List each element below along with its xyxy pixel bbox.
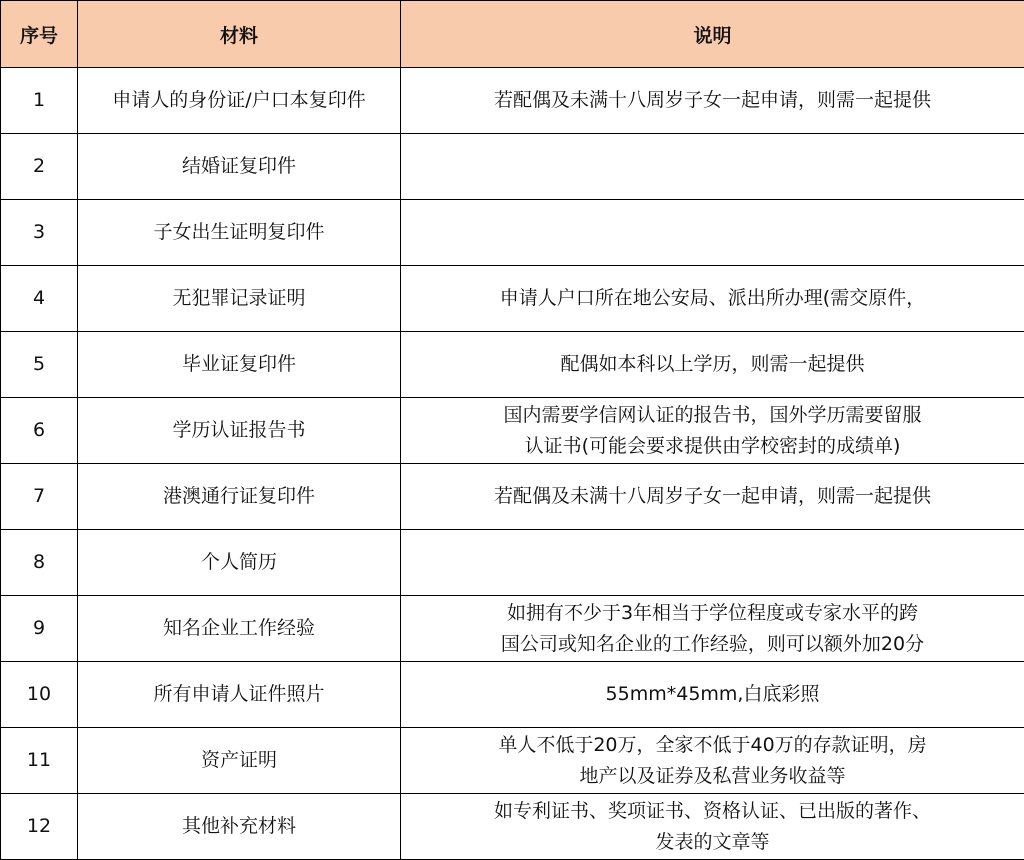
description-text: 如专利证书、奖项证书、资格认证、已出版的著作、 发表的文章等: [494, 800, 931, 853]
material-cell: 所有申请人证件照片: [78, 662, 401, 728]
row-number: 12: [1, 794, 78, 860]
row-number: 7: [1, 464, 78, 530]
header-material: 材料: [78, 1, 401, 68]
header-description: 说明: [401, 1, 1024, 68]
description-text: 若配偶及未满十八周岁子女一起申请，则需一起提供: [494, 485, 931, 507]
row-number: 9: [1, 596, 78, 662]
material-cell: 毕业证复印件: [78, 332, 401, 398]
table-row: [1, 728, 1024, 794]
row-number: 4: [1, 266, 78, 332]
description-cell: [401, 464, 1024, 530]
table-row: [1, 596, 1024, 662]
table-row: [1, 134, 1024, 200]
material-cell: 学历认证报告书: [78, 398, 401, 464]
material-cell: 个人简历: [78, 530, 401, 596]
description-cell: [401, 200, 1024, 266]
description-cell: [401, 398, 1024, 464]
table-row: [1, 530, 1024, 596]
material-cell: 无犯罪记录证明: [78, 266, 401, 332]
description-cell: [401, 794, 1024, 860]
row-number: 10: [1, 662, 78, 728]
row-number: 11: [1, 728, 78, 794]
description-text: 国内需要学信网认证的报告书，国外学历需要留服 认证书(可能会要求提供由学校密封的成绩单): [503, 404, 921, 457]
description-text: 单人不低于20万，全家不低于40万的存款证明，房 地产以及证券及私营业务收益等: [498, 734, 926, 787]
row-number: 1: [1, 68, 78, 134]
description-text: 申请人户口所在地公安局、派出所办理(需交原件，: [500, 287, 925, 309]
row-number: 2: [1, 134, 78, 200]
description-cell: [401, 662, 1024, 728]
row-number: 8: [1, 530, 78, 596]
table-row: [1, 794, 1024, 860]
description-cell: [401, 134, 1024, 200]
row-number: 3: [1, 200, 78, 266]
description-text: 配偶如本科以上学历，则需一起提供: [560, 353, 864, 375]
row-number: 6: [1, 398, 78, 464]
material-cell: 港澳通行证复印件: [78, 464, 401, 530]
description-text: 55mm*45mm,白底彩照: [606, 683, 820, 705]
material-cell: 子女出生证明复印件: [78, 200, 401, 266]
description-cell: [401, 530, 1024, 596]
material-cell: 结婚证复印件: [78, 134, 401, 200]
table-row: [1, 332, 1024, 398]
description-cell: [401, 596, 1024, 662]
description-text: 如拥有不少于3年相当于学位程度或专家水平的跨 国公司或知名企业的工作经验，则可以额外加20分: [501, 602, 924, 655]
description-cell: [401, 266, 1024, 332]
table-row: [1, 398, 1024, 464]
table-row: [1, 662, 1024, 728]
description-cell: [401, 728, 1024, 794]
table-row: [1, 266, 1024, 332]
description-cell: [401, 68, 1024, 134]
material-cell: 申请人的身份证/户口本复印件: [78, 68, 401, 134]
material-cell: 其他补充材料: [78, 794, 401, 860]
table-row: [1, 464, 1024, 530]
description-cell: [401, 332, 1024, 398]
header-no: 序号: [1, 1, 78, 68]
table-row: [1, 200, 1024, 266]
material-cell: 资产证明: [78, 728, 401, 794]
description-text: 若配偶及未满十八周岁子女一起申请，则需一起提供: [494, 89, 931, 111]
material-cell: 知名企业工作经验: [78, 596, 401, 662]
row-number: 5: [1, 332, 78, 398]
table-header-row: [1, 1, 1024, 68]
table-row: [1, 68, 1024, 134]
